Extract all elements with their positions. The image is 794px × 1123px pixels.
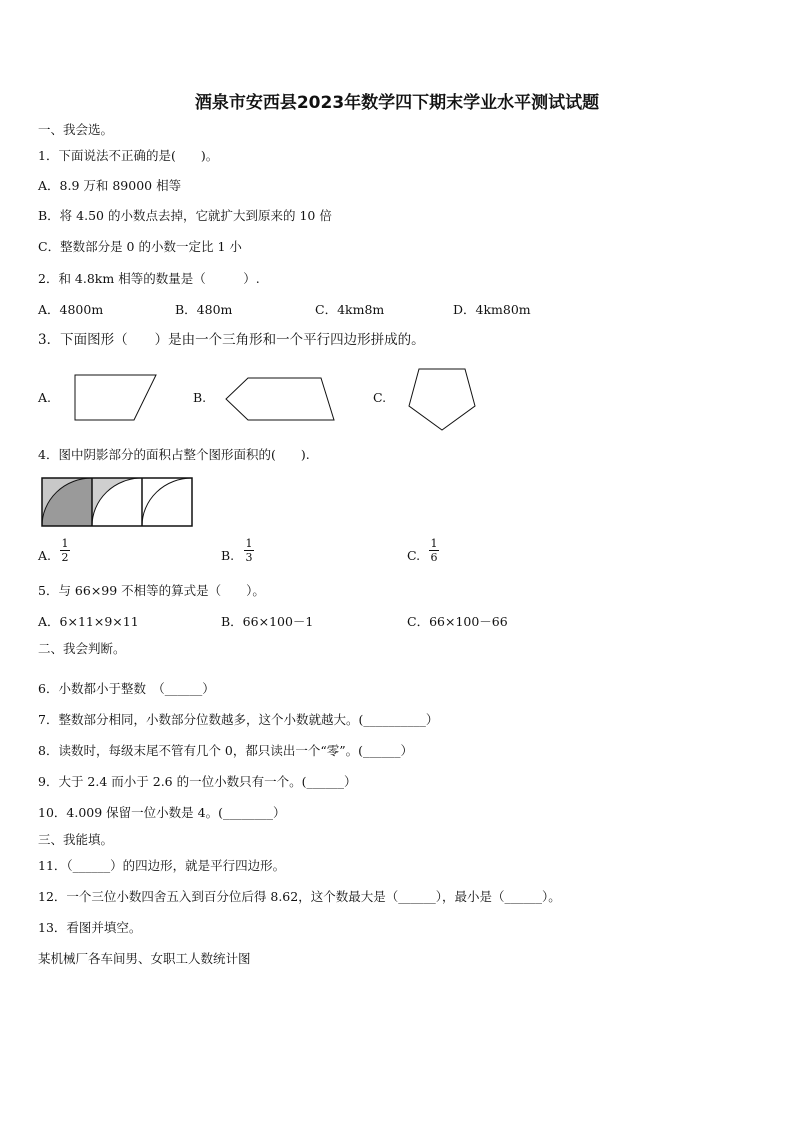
question-5-stem: 5．与 66×99 不相等的算式是（ ）。 — [38, 583, 265, 598]
pentagon-arrow-figure — [223, 376, 338, 424]
page-title: 酒泉市安西县2023年数学四下期末学业水平测试试题 — [194, 93, 600, 113]
section-heading-fill: 三、我能填。 — [38, 832, 114, 847]
question-5-option-c: C．66×100－66 — [407, 614, 508, 629]
chart-caption: 某机械厂各车间男、女职工人数统计图 — [38, 951, 251, 966]
question-2-option-c: C．4km8m — [315, 302, 385, 317]
question-4-stem: 4．图中阴影部分的面积占整个图形面积的( ). — [38, 447, 310, 462]
question-6: 6．小数都小于整数 （______） — [38, 681, 215, 696]
question-4-option-c: C. — [407, 548, 421, 563]
section-heading-judge: 二、我会判断。 — [38, 641, 126, 656]
question-3-stem: 3．下面图形（ ）是由一个三角形和一个平行四边形拼成的。 — [38, 332, 425, 348]
question-1-option-c: C．整数部分是 0 的小数一定比 1 小 — [38, 239, 242, 254]
section-heading-choice: 一、我会选。 — [38, 122, 114, 137]
question-4-option-b: B. — [221, 548, 235, 563]
question-11: 11．（______）的四边形，就是平行四边形。 — [38, 858, 286, 873]
fraction-numerator: 1 — [430, 537, 438, 550]
question-2-option-d: D．4km80m — [453, 302, 531, 317]
question-1-option-b: B．将 4.50 的小数点去掉，它就扩大到原来的 10 倍 — [38, 208, 332, 223]
question-1-stem: 1．下面说法不正确的是( )。 — [38, 148, 219, 163]
question-2-stem: 2．和 4.8km 相等的数量是（ ）. — [38, 271, 260, 286]
regular-pentagon-figure — [406, 366, 478, 432]
question-2-option-a: A．4800m — [38, 302, 104, 317]
question-8: 8．读数时，每级末尾不管有几个 0，都只读出一个“零”。(______） — [38, 743, 414, 758]
fraction-denominator: 6 — [430, 551, 438, 564]
question-5-option-b: B．66×100－1 — [221, 614, 314, 629]
question-1-option-a: A．8.9 万和 89000 相等 — [38, 178, 182, 193]
shaded-quarter-circles-figure — [41, 477, 195, 527]
question-12: 12．一个三位小数四舍五入到百分位后得 8.62，这个数最大是（______），最小是（______）。 — [38, 889, 561, 904]
fraction-denominator: 3 — [245, 551, 253, 564]
question-3-option-b: B. — [193, 390, 207, 405]
question-3-option-c: C. — [373, 390, 387, 405]
question-7: 7．整数部分相同，小数部分位数越多，这个小数就越大。(__________） — [38, 712, 439, 727]
question-13: 13．看图并填空。 — [38, 920, 142, 935]
fraction-one-half — [60, 538, 70, 563]
trapezoid-figure — [72, 372, 162, 424]
question-2-option-b: B．480m — [175, 302, 233, 317]
question-5-option-a: A．6×11×9×11 — [38, 614, 139, 629]
question-3-option-a: A. — [38, 390, 52, 405]
fraction-one-sixth — [429, 538, 439, 563]
fraction-numerator: 1 — [245, 537, 253, 550]
question-4-option-a: A. — [38, 548, 52, 563]
question-9: 9．大于 2.4 而小于 2.6 的一位小数只有一个。(______） — [38, 774, 357, 789]
fraction-numerator: 1 — [61, 537, 69, 550]
fraction-one-third — [244, 538, 254, 563]
fraction-denominator: 2 — [61, 551, 69, 564]
question-10: 10．4.009 保留一位小数是 4。(________） — [38, 805, 286, 820]
